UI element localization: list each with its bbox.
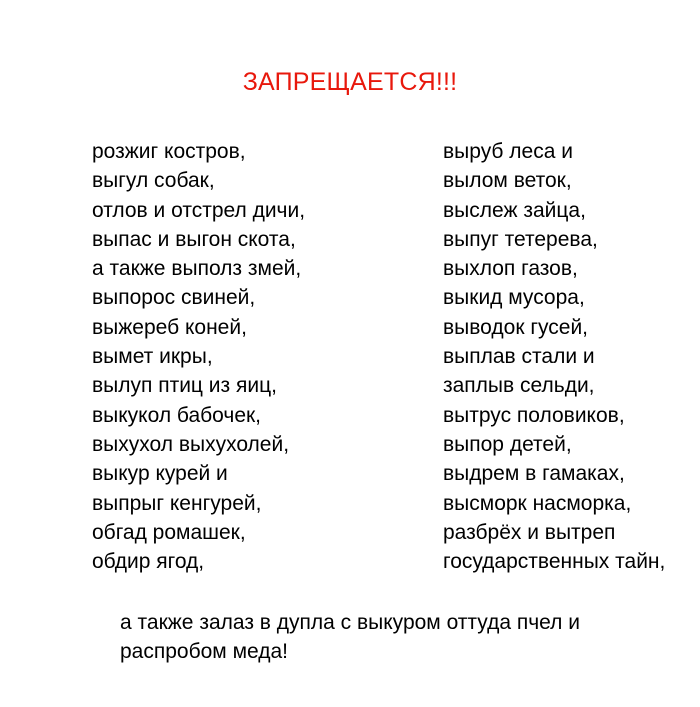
footer-line-1: а также залаз в дупла с выкуром оттуда пчел и bbox=[120, 611, 580, 634]
list-item: выкид мусора, bbox=[443, 286, 585, 310]
list-item: выкур курей и bbox=[92, 462, 228, 486]
list-item: выпорос свиней, bbox=[92, 286, 256, 310]
list-item: обдир ягод, bbox=[92, 550, 205, 574]
list-item: выслеж зайца, bbox=[443, 198, 586, 222]
footer-line-2: распробом меда! bbox=[120, 640, 288, 663]
list-item: высморк насморка, bbox=[443, 491, 632, 515]
list-item: отлов и отстрел дичи, bbox=[92, 198, 306, 222]
list-item: государственных тайн, bbox=[443, 550, 666, 574]
list-item: вылуп птиц из яиц, bbox=[92, 374, 277, 398]
list-item: выкукол бабочек, bbox=[92, 403, 262, 427]
list-item: вытрус половиков, bbox=[443, 403, 625, 427]
page-title: ЗАПРЕЩАЕТСЯ!!! bbox=[242, 68, 458, 96]
list-item: выхухол выхухолей, bbox=[92, 432, 290, 456]
list-item: розжиг костров, bbox=[92, 140, 246, 163]
list-item: выводок гусей, bbox=[443, 315, 589, 339]
list-item: заплыв сельди, bbox=[443, 374, 595, 398]
list-item: обгад ромашек, bbox=[92, 520, 246, 544]
list-item: вылом веток, bbox=[443, 169, 572, 193]
list-item: выруб леса и bbox=[443, 140, 573, 163]
list-item: выпуг тетерева, bbox=[443, 227, 598, 251]
right-column-list bbox=[443, 137, 665, 576]
list-item: выплав стали и bbox=[443, 345, 595, 369]
list-item: выпор детей, bbox=[443, 432, 572, 456]
list-item: выпас и выгон скота, bbox=[92, 227, 296, 251]
list-item: разбрёх и вытреп bbox=[443, 520, 616, 544]
footer-text bbox=[120, 608, 640, 666]
list-item: выпрыг кенгурей, bbox=[92, 491, 262, 515]
list-item: вымет икры, bbox=[92, 345, 213, 369]
list-item: выдрем в гамаках, bbox=[443, 462, 625, 486]
left-column-list bbox=[92, 137, 305, 576]
list-item: выгул собак, bbox=[92, 169, 215, 193]
list-item: а также выполз змей, bbox=[92, 257, 302, 281]
list-item: выжереб коней, bbox=[92, 315, 247, 339]
list-item: выхлоп газов, bbox=[443, 257, 578, 281]
